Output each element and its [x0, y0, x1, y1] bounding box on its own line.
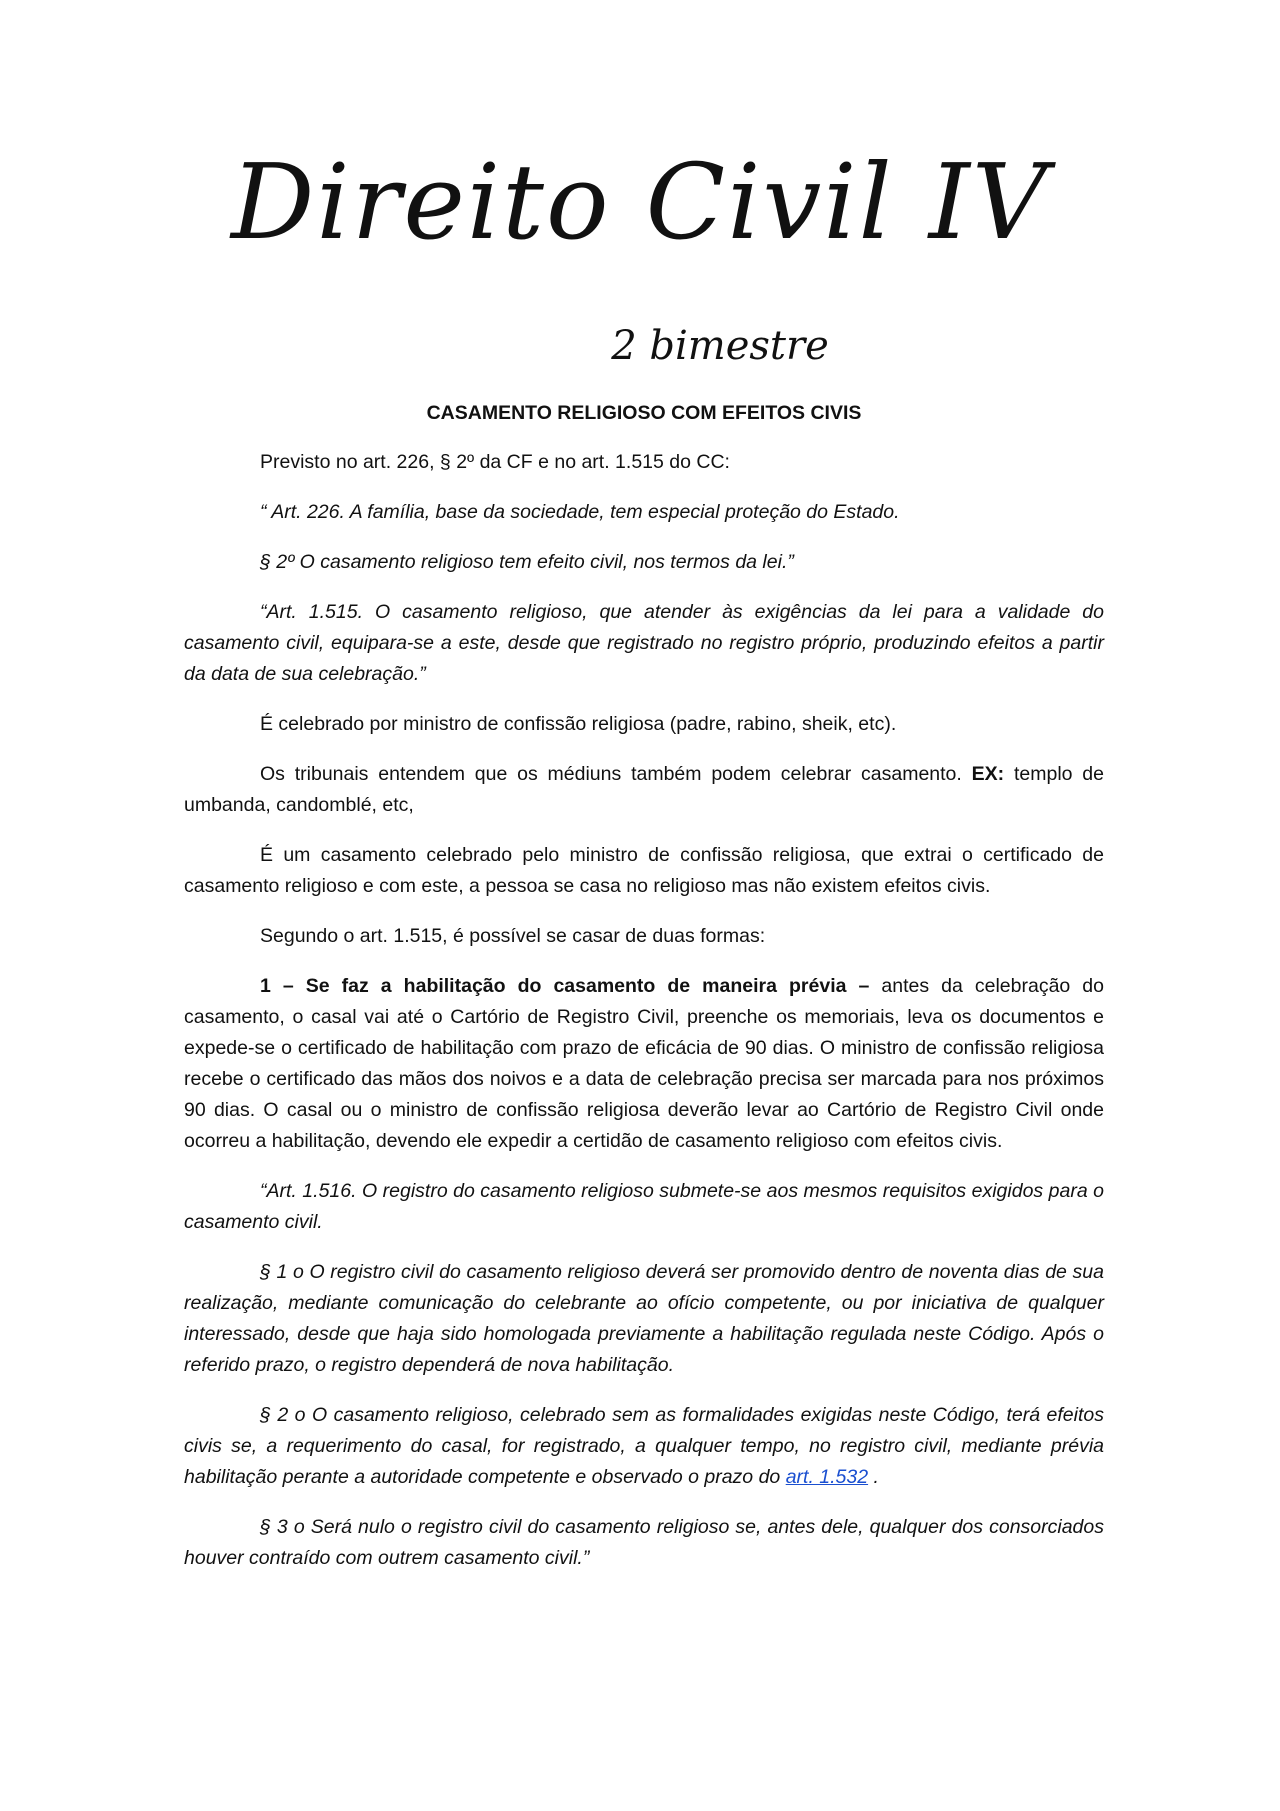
form-one-text: antes da celebração do casamento, o casal vai até o Cartório de Registro Civil, preenche os memoriais, leva os documentos e expede-se o certificado de habilitação com prazo de eficácia de 90 dias. O ministro de confissão religiosa recebe o certificado das mãos dos noivos e a data de celebração precisa ser marcada para nos próximos 90 dias. O casal ou o ministro de confissão religiosa deverão levar ao Cartório de Registro Civil onde ocorreu a habilitação, devendo ele expedir a certidão de casamento religioso com efeitos civis. — [184, 975, 1104, 1152]
paragraph-tribunals-text: Os tribunais entendem que os médiuns também podem celebrar casamento. — [260, 763, 972, 785]
paragraph-celebrant: É celebrado por ministro de confissão religiosa (padre, rabino, sheik, etc). — [260, 713, 897, 735]
paragraph-quote-art226-p2: § 2º O casamento religioso tem efeito civil, nos termos da lei.” — [260, 551, 794, 573]
form-one-heading: 1 – Se faz a habilitação do casamento de maneira prévia – — [260, 975, 870, 997]
paragraph-definition: É um casamento celebrado pelo ministro de confissão religiosa, que extrai o certificado de casamento religioso e com este, a pessoa se casa no religioso mas não existem efeitos civis. — [184, 844, 1104, 897]
paragraph-quote-art1516-p2 — [184, 1400, 1104, 1493]
document-subtitle: 2 bimestre — [611, 323, 829, 369]
art1516-p2-end: . — [868, 1466, 879, 1488]
art-1532-link[interactable]: art. 1.532 — [785, 1466, 869, 1488]
paragraph-tribunals-example: templo de umbanda, candomblé, etc, — [184, 763, 1104, 816]
paragraph-quote-art1516-p3: § 3 o Será nulo o registro civil do casamento religioso se, antes dele, qualquer dos consorciados houver contraído com outrem casamento civil.” — [184, 1516, 1104, 1569]
art1516-p2-text: § 2 o O casamento religioso, celebrado sem as formalidades exigidas neste Código, terá efeitos civis se, a requerimento do casal, for registrado, a qualquer tempo, no registro civil, mediante prévia habilitação perante a autoridade competente e observado o prazo do — [184, 1404, 1104, 1488]
paragraph-two-forms: Segundo o art. 1.515, é possível se casar de duas formas: — [260, 925, 766, 947]
section-heading: CASAMENTO RELIGIOSO COM EFEITOS CIVIS — [426, 402, 862, 424]
paragraph-tribunals — [184, 759, 1104, 821]
paragraph-quote-art1516: “Art. 1.516. O registro do casamento religioso submete-se aos mesmos requisitos exigidos para o casamento civil. — [184, 1180, 1104, 1233]
document-title: Direito Civil IV — [231, 141, 1049, 263]
paragraph-intro: Previsto no art. 226, § 2º da CF e no art. 1.515 do CC: — [260, 451, 730, 473]
paragraph-quote-art1515: “Art. 1.515. O casamento religioso, que atender às exigências da lei para a validade do casamento civil, equipara-se a este, desde que registrado no registro próprio, produzindo efeitos a partir da data de sua celebração.” — [184, 601, 1104, 685]
paragraph-form-one — [184, 971, 1104, 1157]
paragraph-quote-art1516-p1: § 1 o O registro civil do casamento religioso deverá ser promovido dentro de noventa dias de sua realização, mediante comunicação do celebrante ao ofício competente, ou por iniciativa de qualquer interessado, desde que haja sido homologada previamente a habilitação regulada neste Código. Após o referido prazo, o registro dependerá de nova habilitação. — [184, 1261, 1104, 1376]
paragraph-quote-art226: “ Art. 226. A família, base da sociedade, tem especial proteção do Estado. — [260, 501, 900, 523]
example-label: EX: — [971, 763, 1005, 785]
document-body — [184, 398, 1104, 1593]
